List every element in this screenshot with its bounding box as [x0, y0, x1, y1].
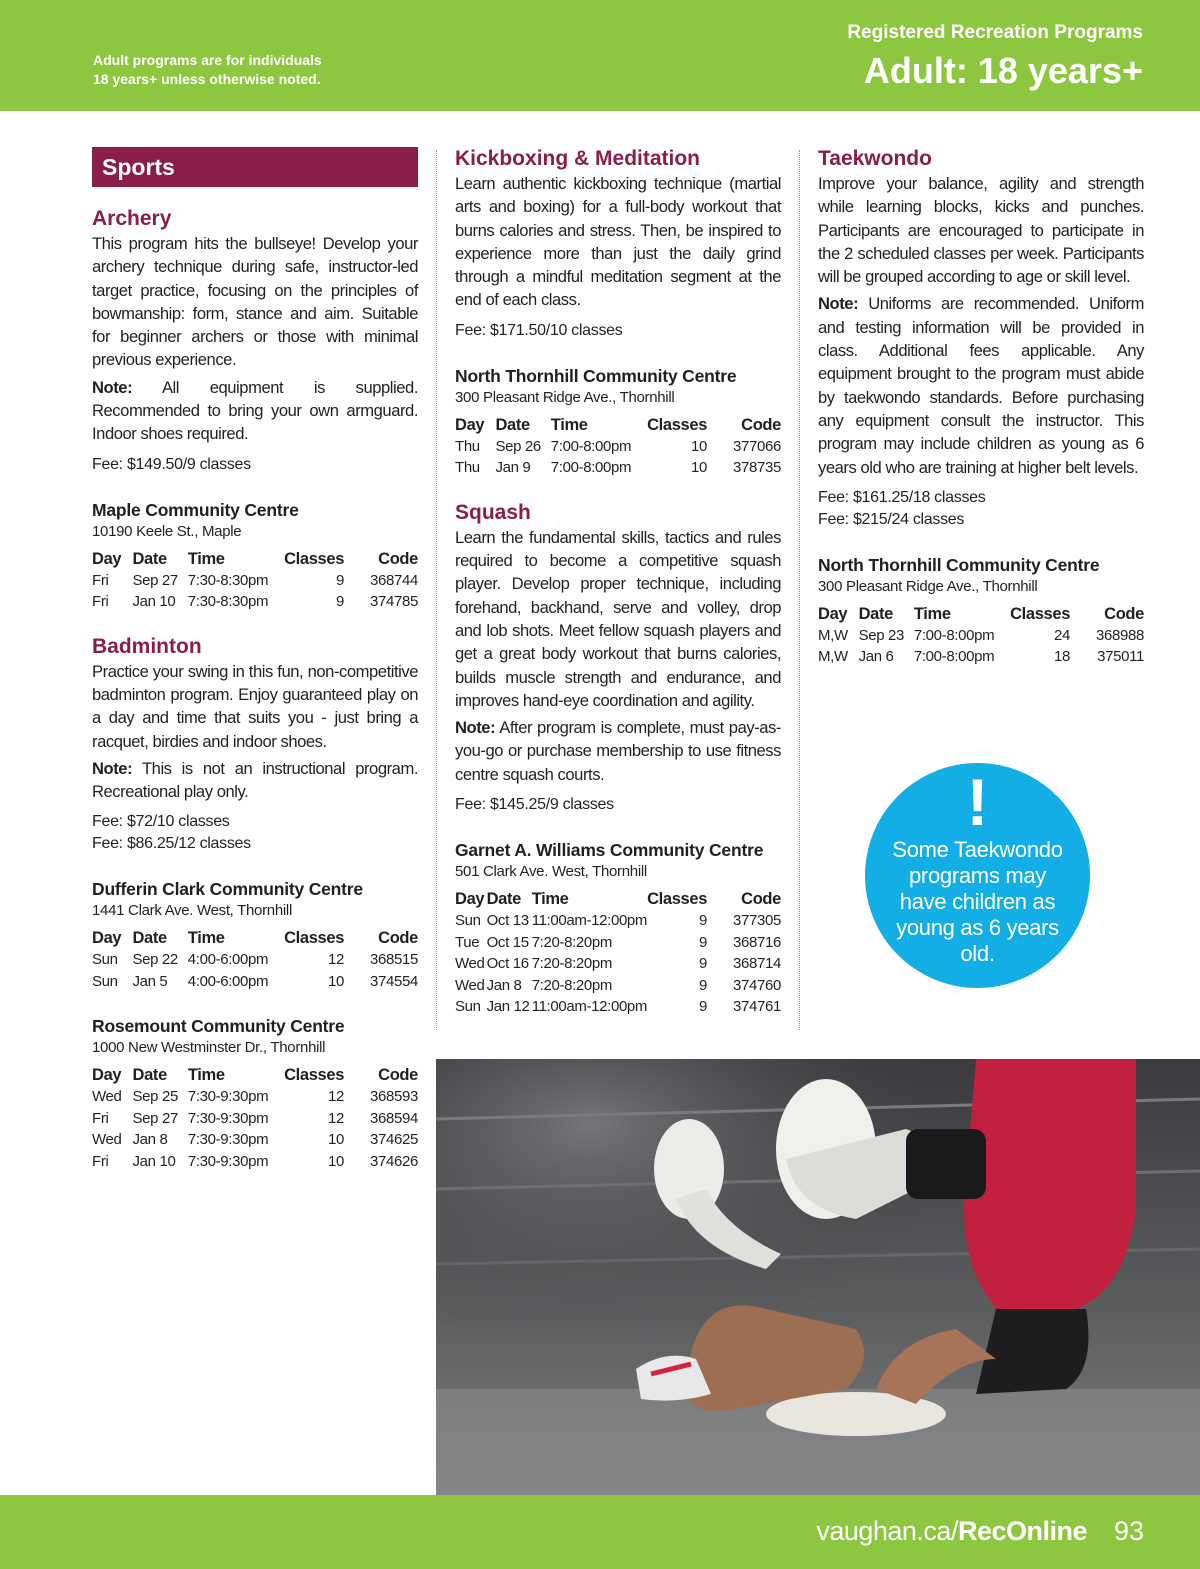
program-title: Taekwondo [818, 147, 932, 170]
cell-date: Oct 15 [486, 933, 529, 951]
cell-classes: 10 [328, 972, 345, 990]
header-date: Date [486, 890, 521, 909]
table-row [92, 1151, 418, 1173]
cell-date: Jan 8 [486, 976, 522, 994]
cell-classes: 10 [328, 1152, 345, 1170]
cell-classes: 12 [328, 1088, 345, 1106]
section-heading: Sports [92, 147, 418, 187]
note-text: This is not an instructional program. Recreational play only. [92, 758, 418, 802]
location-name: Garnet A. Williams Community Centre [455, 840, 764, 861]
program-note [92, 757, 418, 804]
fee-line: Fee: $86.25/12 classes [92, 835, 251, 853]
header-classes: Classes [647, 890, 708, 909]
note-label: Note: [92, 758, 133, 778]
location-name: Maple Community Centre [92, 499, 299, 520]
cell-code: 374760 [733, 976, 781, 994]
program-title: Squash [455, 500, 531, 524]
cell-time: 7:30-9:30pm [187, 1088, 269, 1106]
cell-time: 4:00-6:00pm [187, 972, 269, 990]
fee-line: Fee: $149.50/9 classes [92, 455, 251, 473]
program-description: Learn the fundamental skills, tactics and rules required to become a competitive squash player. Develop proper technique, including forehand, backhand, serve and volley, drop and lob shots. Meet fellow squash players and get a great body workout that burns calories, builds muscle strength and endurance, and improves hand-eye coordination and agility. [455, 527, 781, 710]
taekwondo-callout [865, 763, 1090, 988]
table-row [455, 910, 781, 932]
header-day: Day [455, 890, 485, 909]
cell-day: Fri [92, 571, 109, 589]
cell-code: 368744 [370, 571, 418, 589]
fee-list [92, 811, 418, 855]
schedule-table [455, 888, 781, 1018]
header-code: Code [378, 929, 418, 948]
cell-classes: 10 [691, 459, 708, 477]
cell-code: 374625 [370, 1131, 418, 1149]
program-note [455, 716, 781, 786]
cell-time: 7:20-8:20pm [531, 955, 613, 973]
cell-day: Fri [92, 593, 109, 611]
header-date: Date [132, 549, 167, 568]
page-title: Adult: 18 years+ [863, 50, 1143, 91]
location-address: 10190 Keele St., Maple [92, 522, 242, 540]
cell-day: Thu [455, 437, 480, 455]
cell-date: Jan 6 [858, 648, 894, 666]
cell-date: Oct 16 [486, 955, 529, 973]
cell-time: 7:30-8:30pm [187, 571, 269, 589]
fee-list [455, 794, 781, 816]
table-row [92, 949, 418, 971]
schedule-table [92, 1064, 418, 1172]
cell-classes: 18 [1054, 648, 1071, 666]
header-classes: Classes [284, 549, 345, 568]
location-address: 1441 Clark Ave. West, Thornhill [92, 902, 292, 920]
header-code: Code [378, 549, 418, 568]
cell-classes: 10 [328, 1131, 345, 1149]
cell-code: 368593 [370, 1088, 418, 1106]
program-description: Learn authentic kickboxing technique (martial arts and boxing) for a full-body workout that burns calories and stress. Then, be inspired to experience more than just the daily grind through a mindful meditation segment at the end of each class. [455, 174, 781, 310]
note-label: Note: [455, 718, 496, 738]
header-classes: Classes [647, 415, 708, 434]
column-right [818, 147, 1144, 668]
cell-date: Sep 26 [495, 437, 541, 455]
location-address: 1000 New Westminster Dr., Thornhill [92, 1039, 326, 1057]
note-text: After program is complete, must pay-as-you-go or purchase membership to use fitness centre squash courts. [455, 718, 781, 784]
fee-line: Fee: $171.50/10 classes [455, 321, 623, 339]
cell-classes: 12 [328, 1109, 345, 1127]
note-label: Note: [818, 294, 859, 314]
table-row [818, 646, 1144, 668]
location-name: Rosemount Community Centre [92, 1016, 345, 1037]
cell-code: 374761 [733, 998, 781, 1016]
program-badminton [92, 635, 418, 1173]
cell-day: Wed [92, 1088, 122, 1106]
table-header-row [92, 548, 418, 570]
fee-list [455, 320, 781, 342]
cell-time: 7:00-8:00pm [913, 626, 995, 644]
header-classes: Classes [284, 1066, 345, 1085]
table-row [455, 953, 781, 975]
header-time: Time [187, 549, 225, 568]
cell-day: Fri [92, 1152, 109, 1170]
column-divider [799, 150, 800, 1030]
cell-time: 7:00-8:00pm [550, 459, 632, 477]
location-address: 300 Pleasant Ridge Ave., Thornhill [818, 577, 1038, 595]
cell-date: Sep 23 [858, 626, 905, 644]
schedule-table [818, 603, 1144, 668]
cell-time: 7:00-8:00pm [550, 437, 632, 455]
table-row [455, 932, 781, 954]
cell-time: 7:30-9:30pm [187, 1152, 269, 1170]
cell-date: Sep 27 [132, 571, 178, 589]
cell-time: 7:20-8:20pm [531, 976, 613, 994]
program-description: Practice your swing in this fun, non-competitive badminton program. Enjoy guaranteed play on a day and time that suits you - just bring a racquet, birdies and indoor shoes. [92, 661, 418, 751]
header-classes: Classes [1010, 604, 1071, 623]
program-squash [455, 501, 781, 1018]
header-kicker: Registered Recreation Programs [847, 22, 1143, 43]
column-left [92, 147, 418, 1172]
table-row [92, 1129, 418, 1151]
table-row [92, 1108, 418, 1130]
cell-time: 11:00am-12:00pm [531, 912, 648, 930]
header-day: Day [92, 929, 122, 948]
cell-classes: 9 [699, 912, 708, 930]
cell-code: 368716 [733, 933, 781, 951]
cell-code: 377305 [733, 912, 781, 930]
cell-code: 368515 [370, 951, 418, 969]
header-day: Day [92, 1066, 122, 1085]
program-description: Improve your balance, agility and strength while learning blocks, kicks and punches. Participants are encouraged to participate in the 2 scheduled classes per week. Participants will be grouped according to age or skill level. [818, 174, 1144, 287]
header-time: Time [531, 890, 569, 909]
cell-day: Wed [92, 1131, 122, 1149]
cell-classes: 9 [336, 593, 345, 611]
header-code: Code [741, 890, 781, 909]
cell-date: Jan 5 [132, 972, 168, 990]
cell-date: Jan 9 [495, 459, 531, 477]
cell-classes: 9 [699, 933, 708, 951]
cell-classes: 9 [699, 955, 708, 973]
kickboxing-photo [436, 1059, 1200, 1495]
table-header-row [92, 927, 418, 949]
cell-code: 374554 [370, 972, 418, 990]
exclamation-icon: ! [966, 765, 989, 839]
cell-day: Sun [92, 951, 118, 969]
fee-line: Fee: $145.25/9 classes [455, 796, 614, 814]
program-note [92, 376, 418, 446]
table-row [455, 996, 781, 1018]
header-time: Time [913, 604, 951, 623]
header-code: Code [741, 415, 781, 434]
cell-day: Thu [455, 459, 480, 477]
header-day: Day [455, 415, 485, 434]
cell-day: Sun [455, 912, 481, 930]
cell-day: Tue [455, 933, 480, 951]
note-label: Note: [92, 377, 133, 397]
location-name: North Thornhill Community Centre [818, 554, 1100, 575]
cell-code: 368594 [370, 1109, 418, 1127]
cell-time: 11:00am-12:00pm [531, 998, 648, 1016]
cell-code: 377066 [733, 437, 781, 455]
cell-date: Jan 10 [132, 593, 176, 611]
cell-date: Sep 25 [132, 1088, 178, 1106]
cell-date: Sep 22 [132, 951, 178, 969]
cell-date: Oct 13 [486, 912, 529, 930]
age-note-line-2: 18 years+ unless otherwise noted. [93, 71, 321, 87]
table-row [92, 1086, 418, 1108]
cell-classes: 12 [328, 951, 345, 969]
schedule-table [92, 927, 418, 992]
cell-classes: 10 [691, 437, 708, 455]
footer-url[interactable] [816, 1514, 1087, 1548]
cell-code: 368714 [733, 955, 781, 973]
footer-url-bold: RecOnline [957, 1516, 1087, 1546]
header-time: Time [550, 415, 588, 434]
fee-line: Fee: $161.25/18 classes [818, 488, 986, 506]
page-number: 93 [1113, 1516, 1144, 1546]
header-code: Code [378, 1066, 418, 1085]
cell-day: Wed [455, 955, 485, 973]
program-archery [92, 207, 418, 613]
cell-date: Jan 8 [132, 1131, 168, 1149]
fee-line: Fee: $215/24 classes [818, 510, 965, 528]
schedule-table [455, 414, 781, 479]
fee-list [818, 487, 1144, 531]
cell-code: 374785 [370, 593, 418, 611]
cell-time: 7:30-9:30pm [187, 1131, 269, 1149]
header-date: Date [132, 1066, 167, 1085]
cell-code: 378735 [733, 459, 781, 477]
cell-classes: 24 [1054, 626, 1071, 644]
cell-code: 375011 [1097, 648, 1144, 666]
header-titles [847, 21, 1143, 93]
callout-text: Some Taekwondo programs may have children as young as 6 years old. [892, 837, 1063, 966]
header-day: Day [92, 549, 122, 568]
cell-day: Fri [92, 1109, 109, 1127]
table-row [455, 457, 781, 479]
header-classes: Classes [284, 929, 345, 948]
table-header-row [455, 888, 781, 910]
fee-list [92, 454, 418, 476]
location-name: North Thornhill Community Centre [455, 365, 737, 386]
fee-line: Fee: $72/10 classes [92, 813, 230, 831]
age-note-line-1: Adult programs are for individuals [93, 52, 322, 68]
cell-day: Sun [92, 972, 118, 990]
cell-day: Sun [455, 998, 481, 1016]
footer-url-prefix: vaughan.ca/ [816, 1516, 958, 1546]
location-address: 501 Clark Ave. West, Thornhill [455, 863, 647, 881]
cell-day: M,W [818, 626, 848, 644]
boxer-image [436, 1059, 1200, 1495]
cell-day: Wed [455, 976, 485, 994]
cell-time: 7:30-8:30pm [187, 593, 269, 611]
location-address: 300 Pleasant Ridge Ave., Thornhill [455, 388, 675, 406]
cell-date: Sep 27 [132, 1109, 178, 1127]
location-name: Dufferin Clark Community Centre [92, 879, 363, 900]
program-title: Archery [92, 207, 172, 230]
table-row [455, 436, 781, 458]
cell-classes: 9 [699, 976, 708, 994]
cell-time: 7:00-8:00pm [913, 648, 995, 666]
cell-date: Jan 10 [132, 1152, 176, 1170]
header-date: Date [495, 415, 530, 434]
header-day: Day [818, 604, 848, 623]
program-kickboxing [455, 147, 781, 479]
table-row [92, 971, 418, 993]
header-time: Time [187, 929, 225, 948]
cell-time: 7:30-9:30pm [187, 1109, 269, 1127]
program-title: Badminton [92, 634, 202, 658]
note-text: Uniforms are recommended. Uniform and testing information will be provided in class. Additional fees applicable. Any equipment brought to the program must abide by taekwondo standards. Before purchasing any equipment consult the instructor. This program may include children as young as 6 years old who are training at higher belt levels. [818, 294, 1144, 477]
cell-classes: 9 [699, 998, 708, 1016]
program-description: This program hits the bullseye! Develop your archery technique during safe, instructor-led target practice, focusing on the principles of bowmanship: form, stance and aim. Suitable for beginner archers or those with minimal previous experience. [92, 234, 418, 370]
program-taekwondo [818, 147, 1144, 668]
table-row [818, 625, 1144, 647]
table-header-row [455, 414, 781, 436]
cell-code: 368988 [1096, 626, 1144, 644]
column-middle [455, 147, 781, 1018]
cell-time: 7:20-8:20pm [531, 933, 613, 951]
note-text: All equipment is supplied. Recommended to bring your own armguard. Indoor shoes required. [92, 377, 418, 444]
cell-classes: 9 [336, 571, 345, 589]
table-row [455, 975, 781, 997]
header-code: Code [1104, 604, 1144, 623]
table-row [92, 591, 418, 613]
header-date: Date [858, 604, 893, 623]
header-date: Date [132, 929, 167, 948]
header-time: Time [187, 1066, 225, 1085]
cell-code: 374626 [370, 1152, 418, 1170]
table-header-row [818, 603, 1144, 625]
age-note [93, 51, 322, 89]
column-divider [436, 150, 437, 1030]
cell-time: 4:00-6:00pm [187, 951, 269, 969]
table-header-row [92, 1064, 418, 1086]
cell-date: Jan 12 [486, 998, 530, 1016]
schedule-table [92, 548, 418, 613]
program-note [818, 292, 1144, 478]
cell-day: M,W [818, 648, 848, 666]
program-title: Kickboxing & Meditation [455, 147, 701, 170]
table-row [92, 570, 418, 592]
